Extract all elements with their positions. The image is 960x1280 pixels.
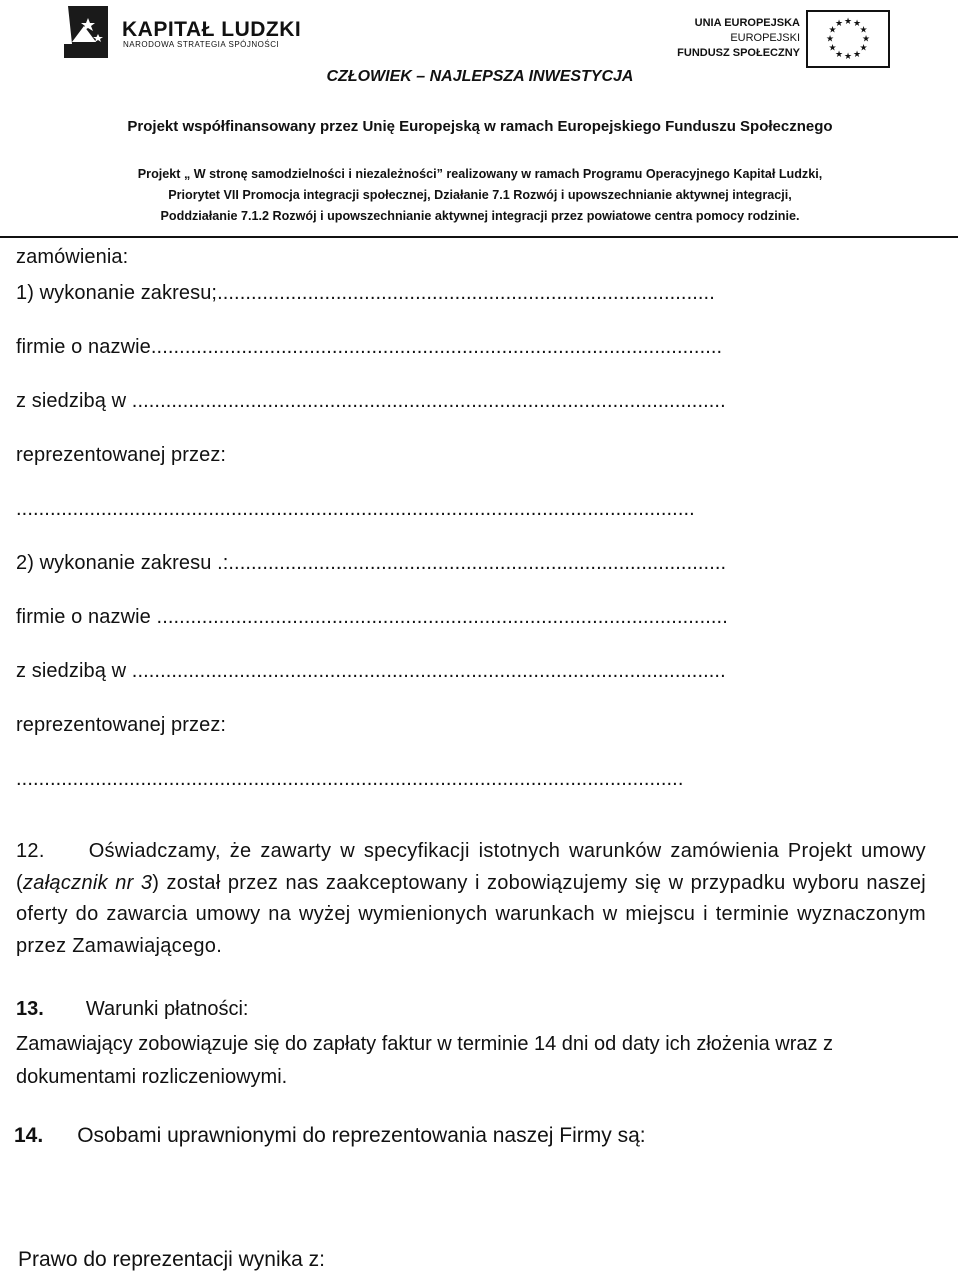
cofinanced-line: Projekt współfinansowany przez Unię Europejską w ramach Europejskiego Funduszu Społecznego <box>127 118 833 135</box>
zamowienia-label: zamówienia: <box>16 246 129 268</box>
section-12-text-a: Oświadczamy, że zawarty w specyfikacji istotnych warunków zamówienia Projekt umowy ( <box>16 840 926 894</box>
ue-label <box>660 16 800 61</box>
section-12-attachment: załącznik nr 3 <box>22 871 153 894</box>
section-13-heading <box>16 998 248 1021</box>
header-divider <box>0 236 958 238</box>
svg-text:★: ★ <box>859 25 868 36</box>
svg-text:★: ★ <box>852 50 862 60</box>
svg-text:★: ★ <box>843 52 853 62</box>
section-13-text: Zamawiający zobowiązuje się do zapłaty faktur w terminie 14 dni od daty ich złożenia wraz z dokumentami rozliczeniowymi. <box>16 1033 834 1088</box>
svg-text:★: ★ <box>859 43 868 54</box>
ue-line3: FUNDUSZ SPOŁECZNY <box>677 47 800 59</box>
svg-text:★: ★ <box>834 19 844 29</box>
kapital-ludzki-logo-icon <box>62 4 110 60</box>
svg-text:★: ★ <box>843 17 853 27</box>
firma-2-line: firmie o nazwie ..................................................................................................... <box>16 606 728 628</box>
siedziba-2-line: z siedzibą w ......................................................................................................... <box>16 660 726 682</box>
reprezentant-1-line: ........................................................................................................................ <box>16 498 695 520</box>
project-line3: Poddziałanie 7.1.2 Rozwój i upowszechnianie aktywnej integracji przez powiatowe centra pomocy rodzinie. <box>160 209 800 223</box>
project-line2: Priorytet VII Promocja integracji społecznej, Działanie 7.1 Rozwój i upowszechnianie aktywnej integracji, <box>168 188 792 202</box>
eu-flag-icon <box>806 10 890 68</box>
section-12 <box>16 836 926 962</box>
svg-text:★: ★ <box>828 43 837 54</box>
ue-line1: UNIA EUROPEJSKA <box>694 17 800 29</box>
slogan: CZŁOWIEK – NAJLEPSZA INWESTYCJA <box>326 68 634 85</box>
prawo-reprezentacji: Prawo do reprezentacji wynika z: <box>18 1248 325 1271</box>
section-12-text-b: ) został przez nas zaakceptowany i zobowiązujemy się w przypadku wyboru naszej oferty do zawarcia umowy na wyżej wymienionych warunkach w miejscu i terminie wyznaczonym przez Zamawiającego. <box>16 871 927 957</box>
kapital-ludzki-title: KAPITAŁ LUDZKI <box>122 18 302 41</box>
zakres-1-line: 1) wykonanie zakresu;........................................................................................ <box>16 282 715 304</box>
svg-text:★: ★ <box>852 19 862 29</box>
reprezentant-1-label: reprezentowanej przez: <box>16 444 227 466</box>
section-12-number: 12. <box>16 840 45 862</box>
section-13-title: Warunki płatności: <box>85 998 249 1020</box>
ue-line2: EUROPEJSKI <box>730 32 800 44</box>
section-14 <box>14 1124 646 1148</box>
firma-1-line: firmie o nazwie..................................................................................................... <box>16 336 723 358</box>
svg-text:★: ★ <box>825 34 835 45</box>
reprezentant-2-line: ...................................................................................................................... <box>16 768 684 790</box>
svg-text:★: ★ <box>834 50 844 60</box>
reprezentant-2-label: reprezentowanej przez: <box>16 714 227 736</box>
siedziba-1-line: z siedzibą w ......................................................................................................... <box>16 390 726 412</box>
svg-text:★: ★ <box>861 34 871 45</box>
kapital-ludzki-subtitle: NARODOWA STRATEGIA SPÓJNOŚCI <box>123 40 280 49</box>
section-14-number: 14. <box>14 1124 44 1147</box>
zakres-2-line: 2) wykonanie zakresu .:........................................................................................ <box>16 552 727 574</box>
project-description <box>0 164 960 227</box>
section-14-text: Osobami uprawnionymi do reprezentowania naszej Firmy są: <box>77 1124 646 1147</box>
svg-text:★: ★ <box>828 25 837 36</box>
project-line1: Projekt „ W stronę samodzielności i niezależności” realizowany w ramach Programu Operacyjnego Kapitał Ludzki, <box>137 167 823 181</box>
section-13-number: 13. <box>16 998 44 1020</box>
